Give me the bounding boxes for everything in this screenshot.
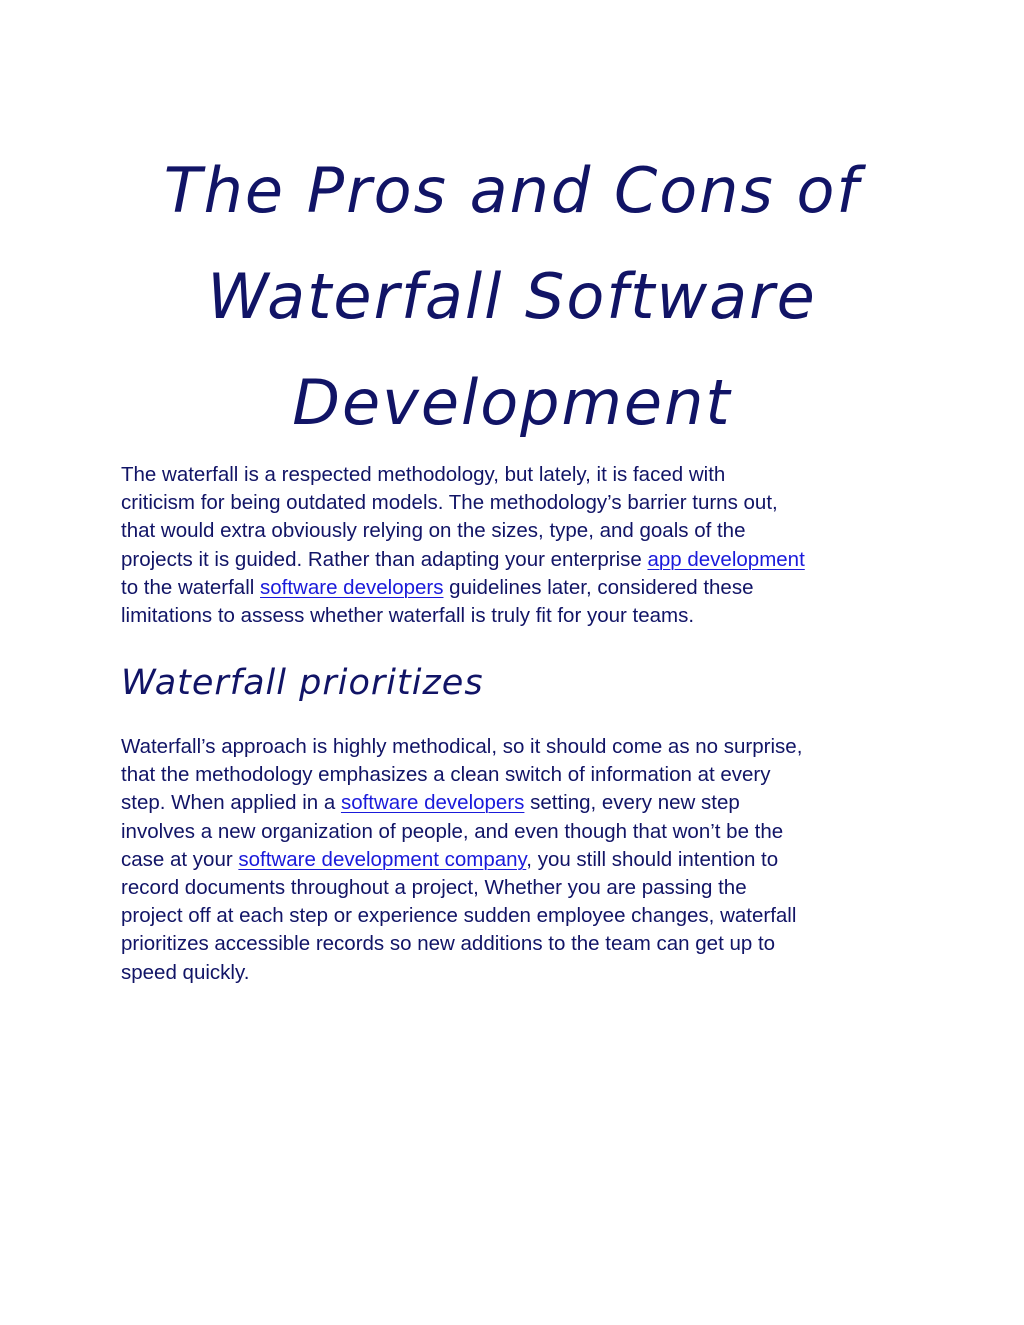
intro-line-4 — [121, 546, 921, 574]
section-line-2: that the methodology emphasizes a clean switch of information at every — [121, 763, 771, 787]
section-paragraph — [121, 733, 921, 987]
intro-line-6: limitations to assess whether waterfall is truly fit for your teams. — [121, 604, 695, 628]
software-development-company-link[interactable]: software development company — [238, 847, 527, 871]
intro-line-4-text: projects it is guided. Rather than adapting your enterprise — [121, 547, 648, 571]
section-line-4: involves a new organization of people, and even though that won’t be the — [121, 819, 784, 843]
title-line-3: Development — [292, 366, 732, 439]
section-line-1: Waterfall’s approach is highly methodical, so it should come as no surprise, — [121, 735, 803, 758]
title-line-2: Waterfall Software — [207, 260, 817, 333]
section-line-3-text-after: setting, every new step — [524, 791, 740, 815]
section-line-6: record documents throughout a project, Whether you are passing the — [121, 876, 747, 900]
intro-line-1: The waterfall is a respected methodology, but lately, it is faced with — [121, 463, 726, 486]
intro-line-2: criticism for being outdated models. The methodology’s barrier turns out, — [121, 491, 778, 515]
intro-paragraph — [121, 461, 921, 630]
section-line-5-text-after: , you still should intention to — [526, 847, 779, 871]
section-line-7: project off at each step or experience sudden employee changes, waterfall — [121, 904, 797, 928]
section-line-3-text-before: step. When applied in a — [121, 791, 341, 815]
intro-line-5-text-before: to the waterfall — [121, 575, 261, 599]
section-heading: Waterfall prioritizes — [121, 663, 484, 703]
app-development-link[interactable]: app development — [647, 547, 805, 571]
intro-line-3: that would extra obviously relying on the sizes, type, and goals of the — [121, 519, 746, 543]
intro-line-5-text-after: guidelines later, considered these — [443, 575, 754, 599]
title-line-1: The Pros and Cons of — [163, 154, 861, 227]
section-line-3 — [121, 789, 921, 817]
section-line-9: speed quickly. — [121, 960, 250, 984]
page-title — [100, 138, 924, 456]
section-line-8: prioritizes accessible records so new additions to the team can get up to — [121, 932, 776, 956]
intro-line-5 — [121, 574, 921, 602]
section-line-5-text-before: case at your — [121, 847, 239, 871]
software-developers-link[interactable]: software developers — [260, 575, 444, 599]
software-developers-link-2[interactable]: software developers — [340, 791, 525, 815]
section-line-5 — [121, 846, 921, 874]
